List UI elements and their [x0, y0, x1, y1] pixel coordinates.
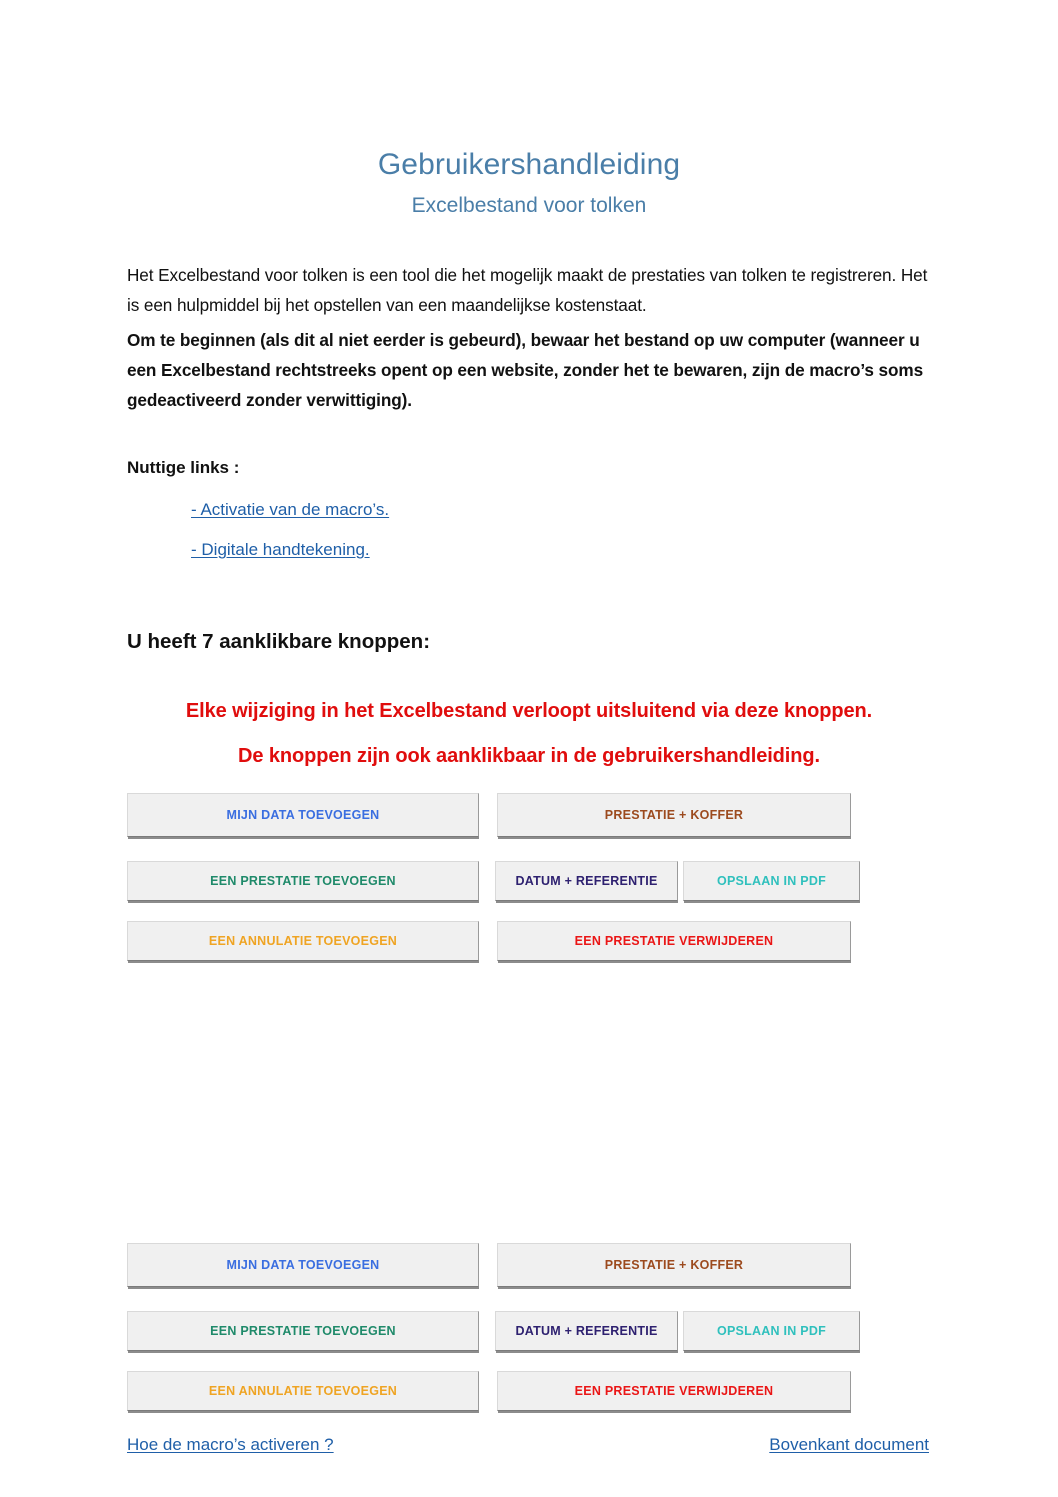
notice-line-1: Elke wijziging in het Excelbestand verloopt uitsluitend via deze knoppen. [185, 700, 873, 722]
button-prestatie-koffer[interactable]: PRESTATIE + KOFFER [497, 1243, 851, 1287]
button-een-annulatie-toevoegen[interactable]: EEN ANNULATIE TOEVOEGEN [127, 1371, 479, 1411]
button-prestatie-koffer[interactable]: PRESTATIE + KOFFER [497, 793, 851, 837]
button-een-prestatie-toevoegen[interactable]: EEN PRESTATIE TOEVOEGEN [127, 1311, 479, 1351]
button-opslaan-in-pdf[interactable]: OPSLAAN IN PDF [683, 1311, 860, 1351]
button-datum-referentie[interactable]: DATUM + REFERENTIE [495, 1311, 678, 1351]
button-een-prestatie-verwijderen[interactable]: EEN PRESTATIE VERWIJDEREN [497, 921, 851, 961]
useful-links-heading: Nuttige links : [127, 458, 240, 477]
notice-line-2: De knoppen zijn ook aanklikbaar in de gebruikershandleiding. [238, 745, 820, 767]
button-een-prestatie-toevoegen[interactable]: EEN PRESTATIE TOEVOEGEN [127, 861, 479, 901]
link-digitale-handtekening[interactable]: - Digitale handtekening. [191, 540, 370, 559]
button-datum-referentie[interactable]: DATUM + REFERENTIE [495, 861, 678, 901]
warning-paragraph: Om te beginnen (als dit al niet eerder is gebeurd), bewaar het bestand op uw computer (wanneer u een Excelbestand rechtstreeks opent op een website, zonder het te bewaren, zijn de macro’s soms gedeactiveerd zonder verwittiging). [127, 330, 924, 410]
intro-paragraph: Het Excelbestand voor tolken is een tool die het mogelijk maakt de prestaties van tolken te registreren. Het is een hulpmiddel bij het opstellen van een maandelijkse kostenstaat. [127, 265, 928, 315]
button-mijn-data-toevoegen[interactable]: MIJN DATA TOEVOEGEN [127, 1243, 479, 1287]
link-activatie-macros[interactable]: - Activatie van de macro’s. [191, 500, 390, 519]
button-een-prestatie-verwijderen[interactable]: EEN PRESTATIE VERWIJDEREN [497, 1371, 851, 1411]
page-subtitle: Excelbestand voor tolken [411, 194, 647, 217]
clickable-buttons-heading: U heeft 7 aanklikbare knoppen: [127, 630, 431, 653]
button-opslaan-in-pdf[interactable]: OPSLAAN IN PDF [683, 861, 860, 901]
button-een-annulatie-toevoegen[interactable]: EEN ANNULATIE TOEVOEGEN [127, 921, 479, 961]
page-title: Gebruikershandleiding [377, 148, 681, 181]
footer-link-macros-activeren[interactable]: Hoe de macro’s activeren ? [127, 1435, 334, 1454]
footer-link-bovenkant-document[interactable]: Bovenkant document [769, 1435, 929, 1454]
button-mijn-data-toevoegen[interactable]: MIJN DATA TOEVOEGEN [127, 793, 479, 837]
